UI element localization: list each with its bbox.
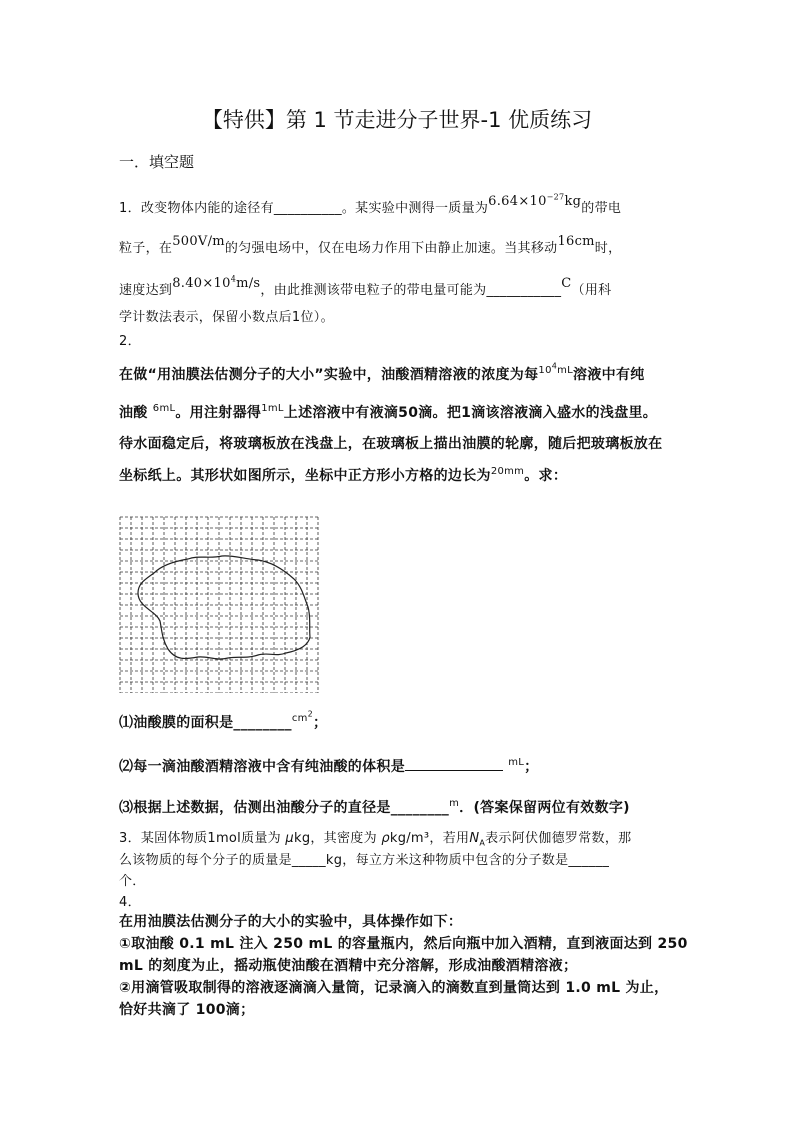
page-title: 【特供】第 1 节走进分子世界-1 优质练习 xyxy=(201,108,593,132)
q1-line-1 xyxy=(119,192,622,216)
q4-line-4: ②用滴管吸取制得的溶液逐滴滴入量筒，记录滴入的滴数直到量筒达到 1.0 mL 为止， xyxy=(119,980,669,996)
q4-number: 4． xyxy=(119,895,141,910)
q3-line-2: 么该物质的每个分子的质量是_____kg，每立方米这种物质中包含的分子数是______ xyxy=(119,853,610,868)
q2-text: 油酸 xyxy=(119,405,148,421)
oil-film-grid-figure xyxy=(118,515,326,693)
q2-text: 。求： xyxy=(524,468,568,484)
q2-acid-volume: 6mL xyxy=(152,403,176,414)
q2-line-3: 待水面稳定后，将玻璃板放在浅盘上，在玻璃板上描出油膜的轮廓，随后把玻璃板放在 xyxy=(119,436,663,452)
coordinate-grid xyxy=(120,517,318,693)
q1-line-4: 学计数法表示，保留小数点后1位）。 xyxy=(119,310,334,325)
symbol-na: N xyxy=(469,831,480,846)
q4-line-5: 恰好共滴了 100滴； xyxy=(119,1002,255,1018)
q2-text: 溶液中有纯 xyxy=(573,367,645,383)
q2-number: 2． xyxy=(119,334,141,349)
q2-sub-text: ； xyxy=(313,715,328,731)
q4-line-2: ①取油酸 0.1 mL 注入 250 mL 的容量瓶内，然后向瓶中加入酒精，直到液面达到 250 xyxy=(119,936,688,952)
q1-text: 的匀强电场中，仅在电场力作用下由静止加速。当其移动 xyxy=(224,241,558,256)
q2-text: 在做“用油膜法估测分子的大小”实验中，油酸酒精溶液的浓度为每 xyxy=(119,367,539,383)
symbol-rho: ρ xyxy=(381,831,390,846)
q1-speed: $8.40\times 10^4m/s$ xyxy=(172,274,261,291)
q2-text: 。用注射器得 xyxy=(175,405,262,421)
q2-volume: 104mL xyxy=(538,361,574,376)
symbol-na-subscript: A xyxy=(479,838,486,848)
symbol-mu: μ xyxy=(285,831,294,846)
q3-text: kg/m³，若用 xyxy=(389,831,470,846)
q2-area-unit: cm2 xyxy=(291,709,314,724)
q2-sub-2 xyxy=(119,756,538,776)
q3-text: 表示阿伏伽德罗常数，那 xyxy=(485,831,632,846)
q2-length-unit: m xyxy=(449,798,460,809)
q4-line-1: 在用油膜法估测分子的大小的实验中，具体操作如下： xyxy=(119,914,463,930)
q2-sub-text: ⑴油酸膜的面积是________ xyxy=(119,715,292,731)
q1-distance: 16cm xyxy=(557,234,595,249)
q1-text: 的带电 xyxy=(581,201,622,216)
q3-text: kg，其密度为 xyxy=(293,831,382,846)
q2-sub-text: ⑶根据上述数据，估测出油酸分子的直径是________ xyxy=(119,800,450,816)
q4-line-3: mL 的刻度为止，摇动瓶使油酸在酒精中充分溶解，形成油酸酒精溶液； xyxy=(119,958,578,974)
q1-text: （用科 xyxy=(571,283,612,298)
q2-line-4 xyxy=(119,465,567,485)
q2-side-length: 20mm xyxy=(490,466,525,477)
answer-blank xyxy=(405,758,503,771)
q1-mass: $6.64\times 10^{-27}kg$ xyxy=(488,192,582,209)
q2-sub-text: ．(答案保留两位有效数字) xyxy=(459,800,630,816)
q3-line-3: 个． xyxy=(119,874,146,889)
q1-charge-unit: C xyxy=(561,276,572,291)
q2-text: 上述溶液中有液滴50滴。把1滴该溶液滴入盛水的浅盘里。 xyxy=(283,405,658,421)
q2-sub-text: ； xyxy=(524,759,539,775)
q2-volume-unit: mL xyxy=(508,757,525,768)
q1-text: 速度达到 xyxy=(119,283,173,298)
q1-text: 时， xyxy=(594,241,622,256)
section-heading: 一．填空题 xyxy=(119,153,195,171)
q1-text: 1．改变物体内能的途径有__________。某实验中测得一质量为 xyxy=(119,201,489,216)
q2-one-ml: 1mL xyxy=(261,403,284,414)
q1-text: ，由此推测该带电粒子的带电量可能为___________ xyxy=(260,283,562,298)
q1-line-3 xyxy=(119,274,612,298)
q2-sub-1 xyxy=(119,709,328,732)
q2-line-2 xyxy=(119,402,657,422)
q2-line-1 xyxy=(119,361,645,384)
q2-sub-text: ⑵每一滴油酸酒精溶液中含有纯油酸的体积是 xyxy=(119,759,405,775)
q1-field: 500V/m xyxy=(172,234,225,249)
q3-text: 3．某固体物质1mol质量为 xyxy=(119,831,286,846)
q3-line-1 xyxy=(119,827,631,848)
q1-line-2 xyxy=(119,234,622,256)
q1-text: 粒子，在 xyxy=(119,241,173,256)
q2-text: 坐标纸上。其形状如图所示，坐标中正方形小方格的边长为 xyxy=(119,468,491,484)
q2-sub-3 xyxy=(119,797,630,817)
